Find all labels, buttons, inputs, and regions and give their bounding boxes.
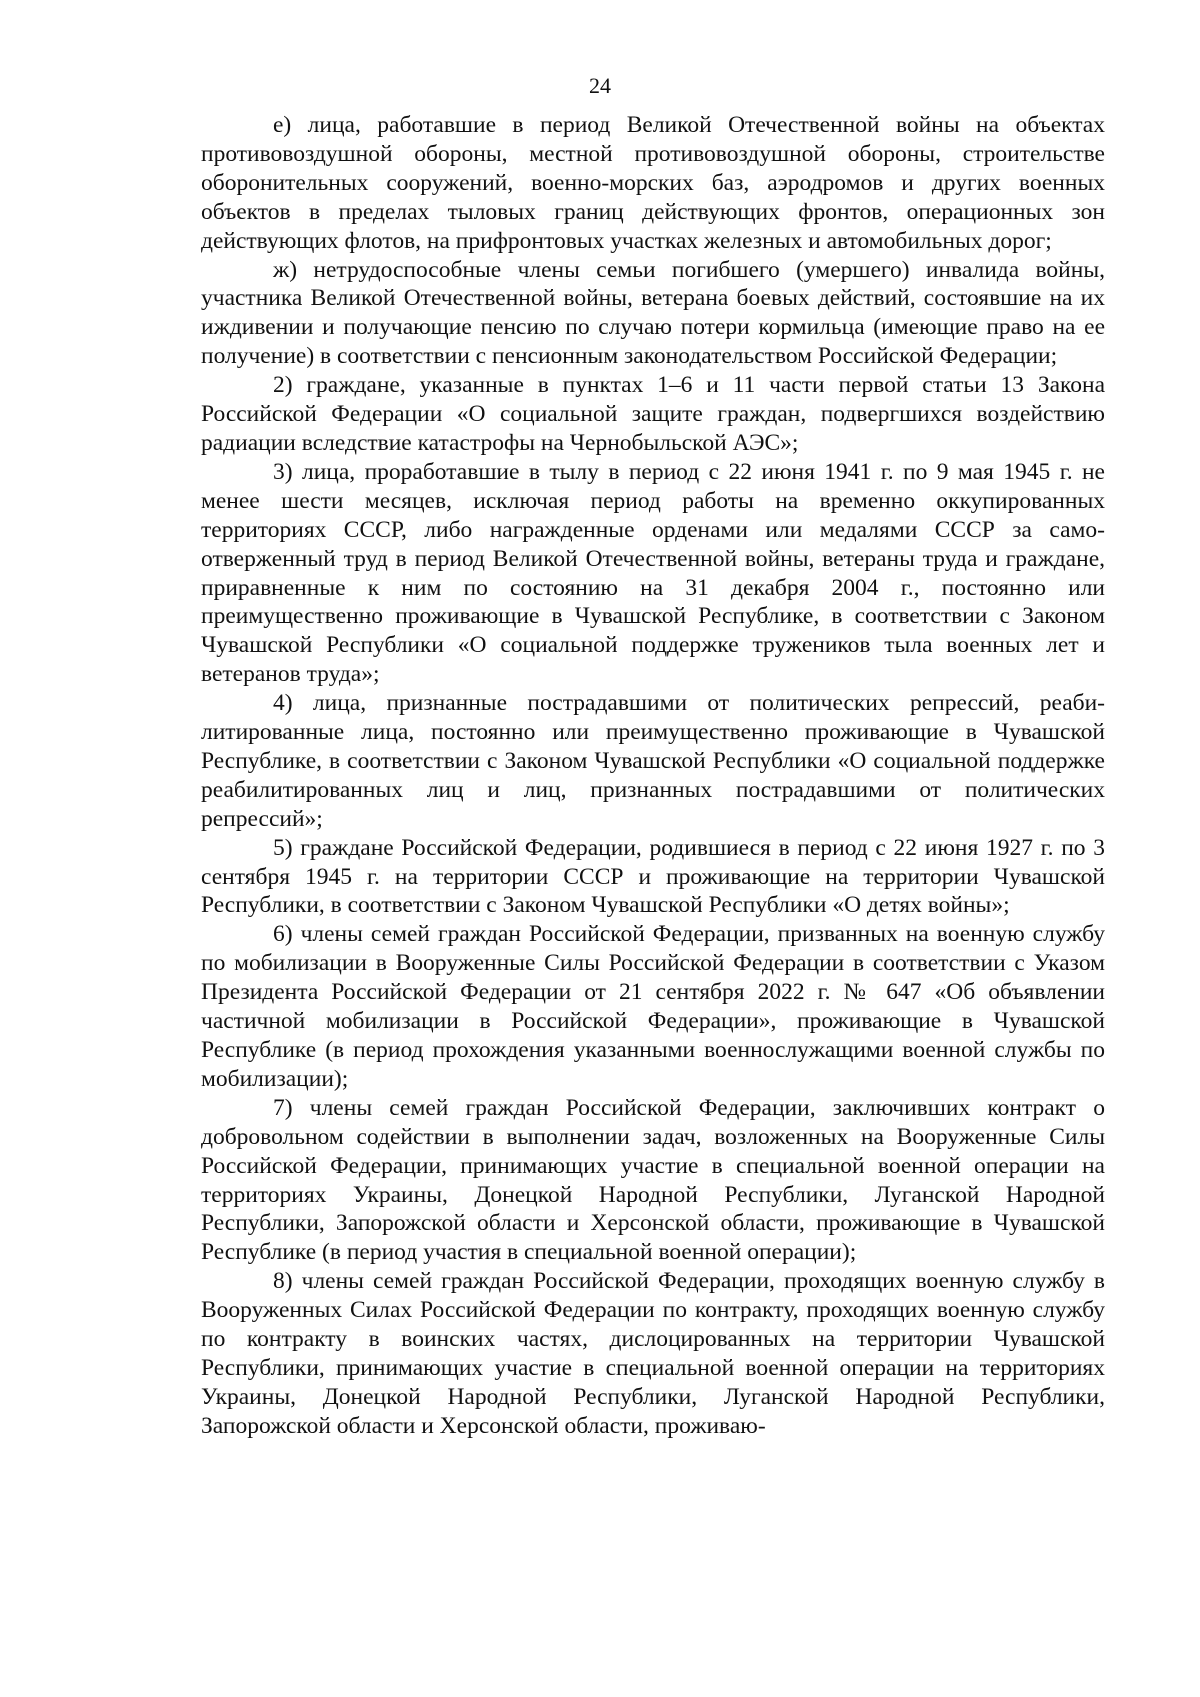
paragraph-e: е) лица, работавшие в период Великой Отечественной войны на объектах противовоздушной обороны, местной противовоздушной обороны, строительстве оборонительных сооружений, военно-морских баз, аэродромов и других военных объектов в пределах тыловых границ действующих фронтов, операционных зон действующих флотов, на прифронтовых участках железных и автомобильных дорог; <box>201 112 1105 254</box>
paragraph-5: 5) граждане Российской Федерации, родившиеся в период с 22 июня 1927 г. по 3 сентября 1945 г. на территории СССР и проживающие на территории Чувашской Республики, в соответствии с Законом Чувашской Республики «О детях войны»; <box>201 834 1105 919</box>
paragraph-8: 8) члены семей граждан Российской Федерации, проходящих военную службу в Вооруженных Силах Российской Федерации по контракту, проходящих военную службу по контракту в воинских частях, дислоцированных на территории Чувашской Республики, принимающих участие в специальной военной операции на территориях Украины, Донецкой Народной Республики, Луганской Народной Республики, Запорожской области и Херсонской области, проживаю- <box>201 1268 1105 1439</box>
document-body <box>201 111 1105 1441</box>
paragraph-7: 7) члены семей граждан Российской Федерации, заключивших контракт о добровольном содействии в выполнении задач, возложенных на Вооруженные Силы Российской Федерации, принимающих участие в специальной военной операции на территориях Украины, Донецкой Народной Республики, Луганской Народной Республики, Запорожской области и Херсонской области, проживающие в Чувашской Республике (в период участия в специальной военной операции); <box>201 1094 1105 1266</box>
paragraph-zh: ж) нетрудоспособные члены семьи погибшего (умершего) инвалида войны, участника Великой Отечественной войны, ветерана боевых действий, состоявшие на их иждивении и получающие пенсию по случаю потери кормильца (имеющие право на ее получение) в соответствии с пенсионным законодательством Российской Федерации; <box>201 256 1105 370</box>
paragraph-6: 6) члены семей граждан Российской Федерации, призванных на военную службу по мобилизации в Вооруженные Силы Российской Федерации в соответствии с Указом Президента Российской Федерации от 21 сентября 2022 г. № 647 «Об объявлении частичной мобилизации в Российской Федерации», проживающие в Чувашской Республике (в период прохождения указанными военнослужащими военной службы по мобилизации); <box>201 921 1105 1092</box>
paragraph-3: 3) лица, проработавшие в тылу в период с 22 июня 1941 г. по 9 мая 1945 г. не менее шести месяцев, исключая период работы на временно оккупированных территориях СССР, либо награжденные орденами или медалями СССР за самоотверженный труд в период Великой Отечественной войны, ветераны труда и граждане, приравненные к ним по состоянию на 31 декабря 2004 г., постоянно или преимущественно проживающие в Чувашской Республике, в соответствии с Законом Чувашской Республики «О социальной поддержке тружеников тыла военных лет и ветеранов труда»; <box>201 458 1105 688</box>
page-number: 24 <box>589 73 611 98</box>
paragraph-4: 4) лица, признанные пострадавшими от политических репрессий, реабилитированные лица, постоянно или преимущественно проживающие в Чувашской Республике, в соответствии с Законом Чувашской Республики «О социальной поддержке реабилитированных лиц и лиц, признанных пострадавшими от политических репрессий»; <box>201 690 1105 832</box>
paragraph-2: 2) граждане, указанные в пунктах 1–6 и 11 части первой статьи 13 Закона Российской Федерации «О социальной защите граждан, подвергшихся воздействию радиации вследствие катастрофы на Чернобыльской АЭС»; <box>201 372 1105 456</box>
